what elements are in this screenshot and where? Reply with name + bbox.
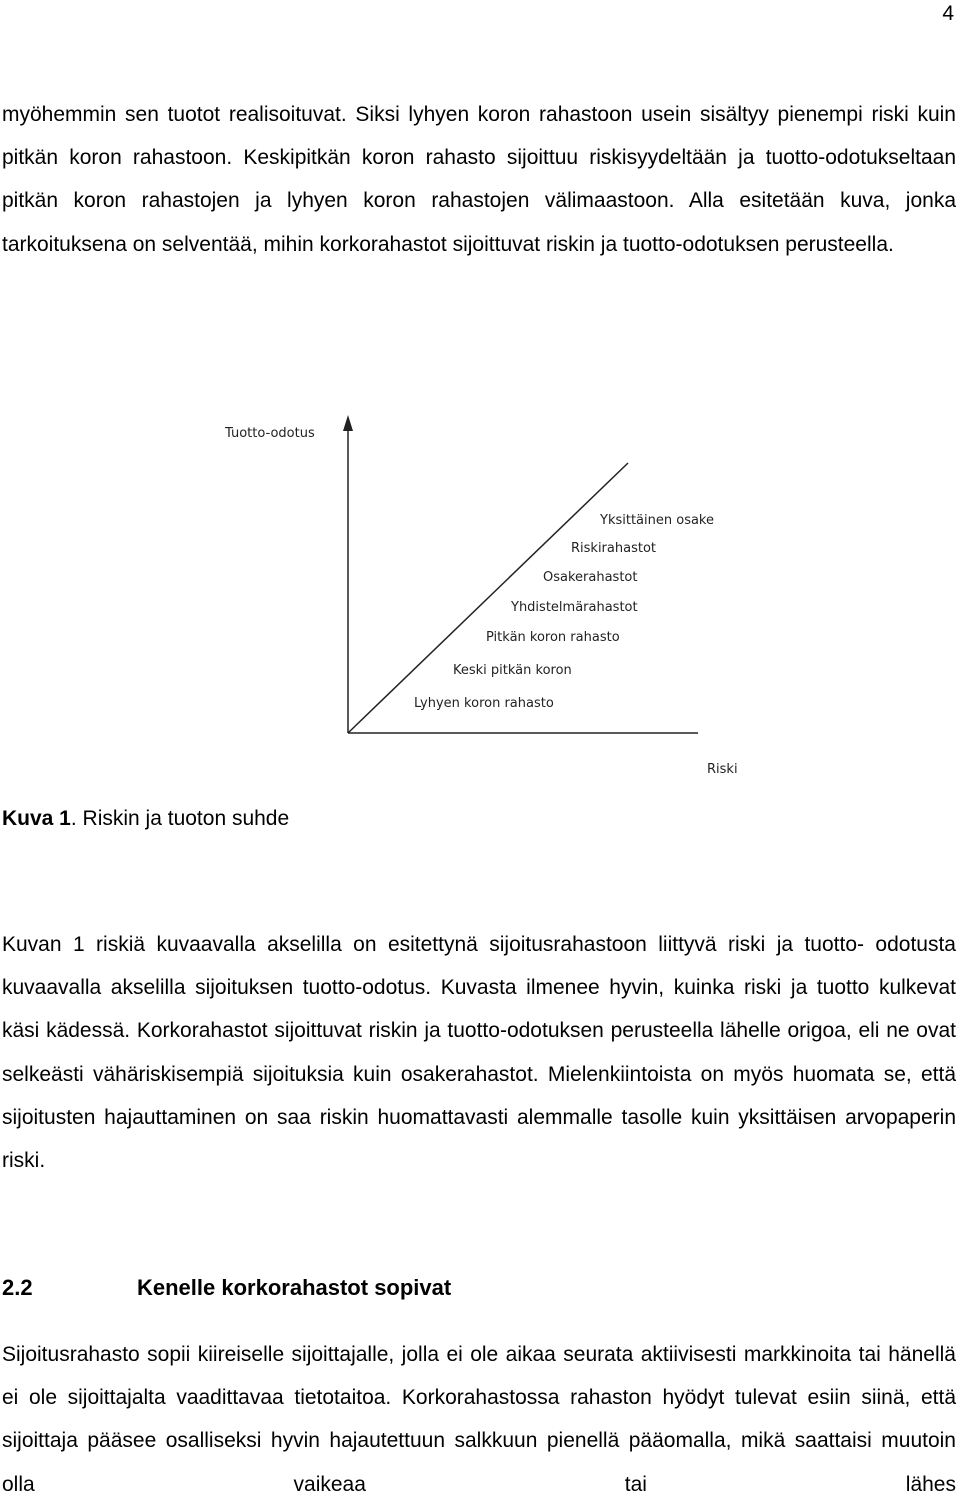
text-line: riskisyydeltään ja tuotto-odotukseltaan pitkän koron rahastojen ja lyhyen koron	[2, 146, 956, 213]
page-number: 4	[942, 2, 954, 25]
risk-return-figure	[200, 405, 760, 790]
fund-label: Keski pitkän koron	[453, 663, 572, 678]
section-number: 2.2	[2, 1275, 33, 1300]
text-line: rahastojen välimaastoon. Alla esitetään kuva, jonka tarkoituksena on selventää, mihin	[2, 189, 957, 256]
text-line: pienempi riski kuin pitkän koron rahastoon. Keskipitkän koron rahasto sijoittuu	[2, 103, 956, 170]
paragraph-who-suits	[2, 1333, 956, 1506]
paragraph-intro	[2, 93, 956, 266]
figure-caption	[2, 797, 289, 840]
text-line: korkorahastot sijoittuvat riskin ja tuotto-odotuksen perusteella.	[319, 232, 894, 256]
text-line: rahaston hyödyt tulevat esiin siinä, että sijoittaja pääsee osalliseksi hyvin hajautettuun	[2, 1386, 956, 1453]
section-title: Kenelle korkorahastot sopivat	[137, 1275, 452, 1300]
y-axis-arrow-icon	[343, 415, 353, 431]
risk-return-diagonal	[348, 463, 628, 733]
fund-label: Pitkän koron rahasto	[486, 630, 620, 645]
x-axis-label: Riski	[707, 762, 738, 777]
text-line: Sijoitusrahasto sopii kiireiselle sijoittajalle, jolla ei ole aikaa seurata aktiivisesti	[2, 1343, 737, 1366]
risk-return-diagram	[200, 405, 760, 790]
section-heading	[2, 1268, 451, 1308]
text-line: salkkuun pienellä pääomalla, mikä saattaisi muutoin olla vaikeaa tai lähes	[2, 1429, 956, 1496]
y-axis-label: Tuotto-odotus	[225, 426, 315, 441]
fund-label: Riskirahastot	[571, 541, 656, 556]
text-line: perusteella lähelle origoa, eli ne ovat selkeästi vähäriskisempiä sijoituksia kuin	[2, 1019, 956, 1086]
caption-text: . Riskin ja tuoton suhde	[70, 807, 290, 830]
fund-label: Osakerahastot	[543, 570, 638, 585]
fund-label: Yhdistelmärahastot	[511, 600, 638, 615]
fund-label: Lyhyen koron rahasto	[414, 696, 554, 711]
text-line: myöhemmin sen tuotot realisoituvat. Siksi lyhyen koron rahastoon usein sisältyy	[2, 103, 769, 126]
text-line: riski ja tuotto kulkevat käsi kädessä. Korkorahastot sijoittuvat riskin ja tuotto-odotuksen	[2, 976, 956, 1043]
caption-label: Kuva 1	[2, 807, 71, 830]
text-line: saa riskin huomattavasti alemmalle tasolle kuin yksittäisen arvopaperin riski.	[2, 1105, 957, 1173]
fund-label: Yksittäinen osake	[600, 513, 714, 528]
text-line: Kuvan 1 riskiä kuvaavalla akselilla on esitettynä sijoitusrahastoon liittyvä riski ja tuotto-	[2, 933, 865, 956]
text-line: markkinoita tai hänellä ei ole sijoittajalta vaadittavaa tietotaitoa. Korkorahastossa	[2, 1343, 956, 1410]
text-line: osakerahastot. Mielenkiintoista on myös huomata se, että sijoitusten hajauttaminen on	[2, 1062, 956, 1129]
paragraph-figure-explanation	[2, 923, 956, 1182]
text-line: odotusta kuvaavalla akselilla sijoituksen tuotto-odotus. Kuvasta ilmenee hyvin, kuinka	[2, 933, 956, 1000]
